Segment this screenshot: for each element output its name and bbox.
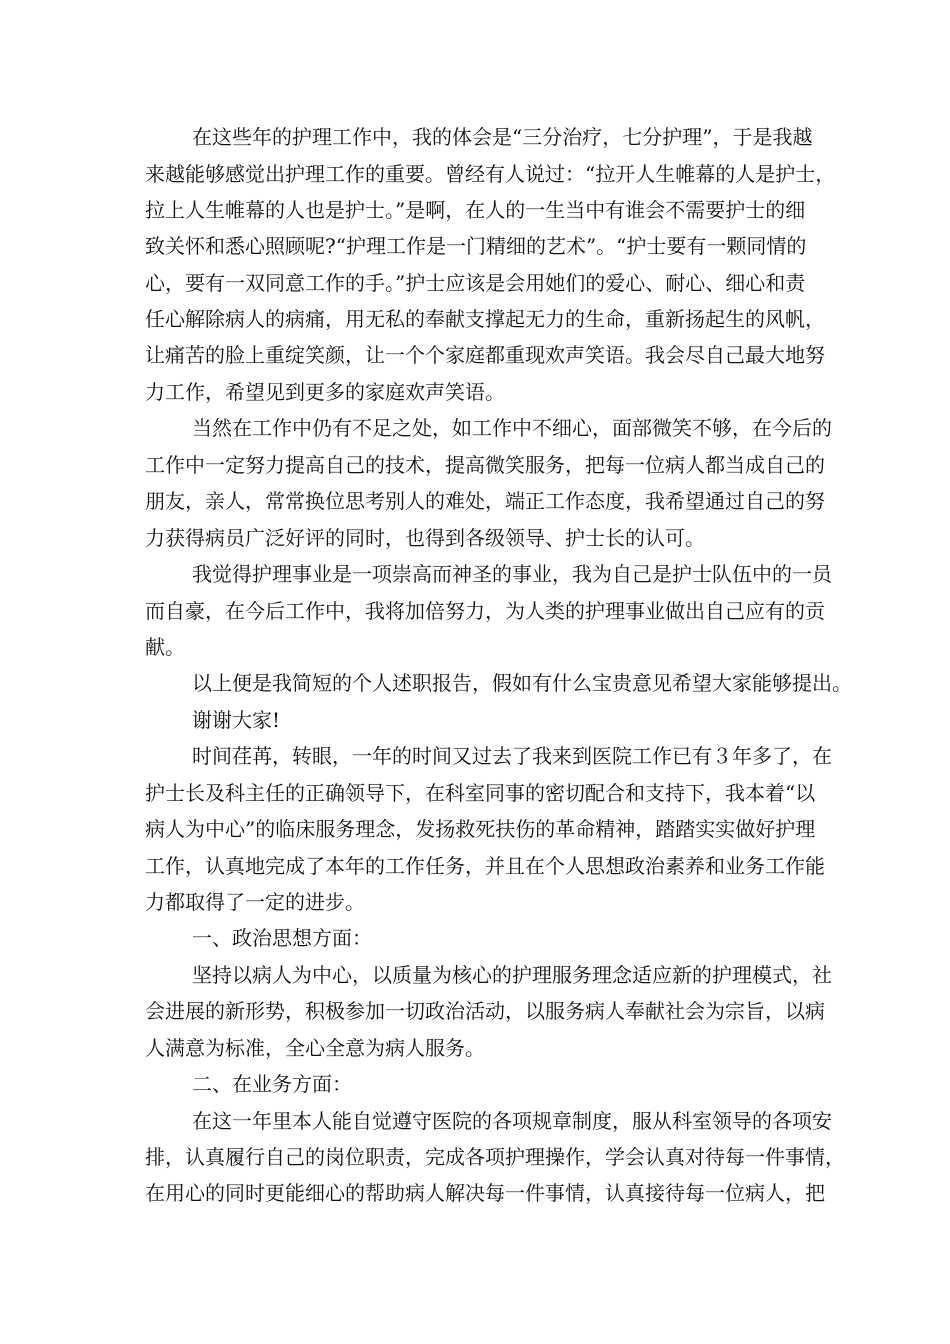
paragraph-line: 献。 <box>145 635 185 659</box>
paragraph-line: 而自豪，在今后工作中，我将加倍努力，为人类的护理事业做出自己应有的贡 <box>145 599 825 623</box>
paragraph-line: 护士长及科主任的正确领导下，在科室同事的密切配合和支持下，我本着“以 <box>145 781 816 805</box>
paragraph-line: 力都取得了一定的进步。 <box>145 890 365 914</box>
section-heading: 一、政治思想方面： <box>192 926 372 950</box>
paragraph-line: 谢谢大家! <box>192 708 281 732</box>
paragraph-line: 我觉得护理事业是一项崇高而神圣的事业，我为自己是护士队伍中的一员 <box>192 562 832 586</box>
paragraph-line: 时间荏苒，转眼，一年的时间又过去了我来到医院工作已有３年多了，在 <box>192 744 832 768</box>
paragraph-line: 力工作，希望见到更多的家庭欢声笑语。 <box>145 380 505 404</box>
paragraph-line: 致关怀和悉心照顾呢?“护理工作是一门精细的艺术”。“护士要有一颗同情的 <box>145 234 807 258</box>
paragraph-line: 任心解除病人的病痛，用无私的奉献支撑起无力的生命，重新扬起生的风帆， <box>145 307 825 331</box>
paragraph-line: 会进展的新形势，积极参加一切政治活动，以服务病人奉献社会为宗旨，以病 <box>145 999 825 1023</box>
paragraph-line: 拉上人生帷幕的人也是护士。”是啊，在人的一生当中有谁会不需要护士的细 <box>145 198 806 222</box>
paragraph-line: 工作，认真地完成了本年的工作任务，并且在个人思想政治素养和业务工作能 <box>145 854 825 878</box>
paragraph-line: 在这一年里本人能自觉遵守医院的各项规章制度，服从科室领导的各项安 <box>192 1109 832 1133</box>
paragraph-line: 朋友，亲人，常常换位思考别人的难处，端正工作态度，我希望通过自己的努 <box>145 489 825 513</box>
paragraph-line: 心，要有一双同意工作的手。”护士应该是会用她们的爱心、耐心、细心和责 <box>145 271 806 295</box>
paragraph-line: 让痛苦的脸上重绽笑颜，让一个个家庭都重现欢声笑语。我会尽自己最大地努 <box>145 343 825 367</box>
section-heading: 二、在业务方面： <box>192 1072 352 1096</box>
paragraph-line: 力获得病员广泛好评的同时，也得到各级领导、护士长的认可。 <box>145 526 705 550</box>
paragraph-line: 工作中一定努力提高自己的技术，提高微笑服务，把每一位病人都当成自己的 <box>145 453 825 477</box>
paragraph-line: 在这些年的护理工作中，我的体会是“三分治疗，七分护理”，于是我越 <box>192 125 813 149</box>
paragraph-line: 来越能够感觉出护理工作的重要。曾经有人说过：“拉开人生帷幕的人是护士， <box>145 162 836 186</box>
paragraph-line: 在用心的同时更能细心的帮助病人解决每一件事情，认真接待每一位病人，把 <box>145 1181 825 1205</box>
paragraph-line: 病人为中心”的临床服务理念，发扬救死扶伤的革命精神，踏踏实实做好护理 <box>145 817 816 841</box>
paragraph-line: 当然在工作中仍有不足之处，如工作中不细心，面部微笑不够，在今后的 <box>192 416 832 440</box>
paragraph-line: 人满意为标准，全心全意为病人服务。 <box>145 1036 485 1060</box>
paragraph-line: 坚持以病人为中心，以质量为核心的护理服务理念适应新的护理模式，社 <box>192 963 832 987</box>
paragraph-line: 以上便是我简短的个人述职报告，假如有什么宝贵意见希望大家能够提出。 <box>192 671 852 695</box>
paragraph-line: 排，认真履行自己的岗位职责，完成各项护理操作，学会认真对待每一件事情， <box>145 1145 845 1169</box>
